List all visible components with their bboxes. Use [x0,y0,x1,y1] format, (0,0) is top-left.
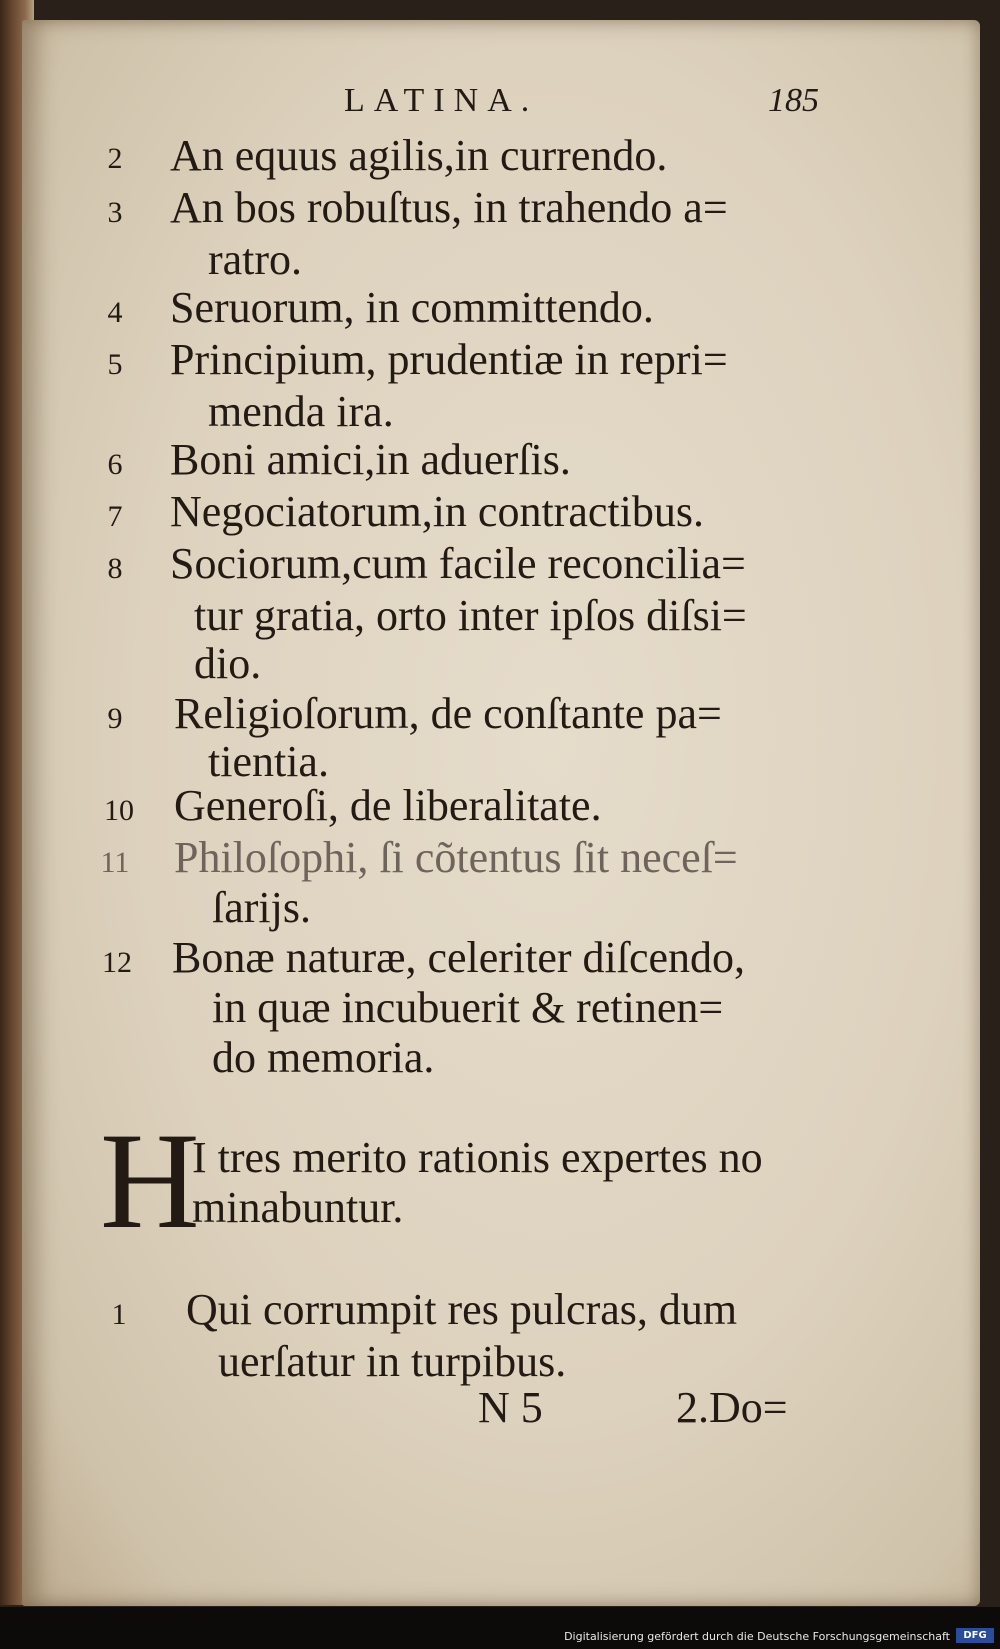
running-head-title: LATINA. [344,82,539,119]
entry-line: An bos robuſtus, in trahendo a= [170,183,728,232]
entry-line: Negociatorum,in contractibus. [170,487,704,536]
entry-number: 5 [107,348,123,381]
drop-cap: H [100,1104,200,1257]
entry-number: 3 [107,196,123,229]
entry-line: ſarijs. [212,883,311,932]
signature-mark: N 5 [478,1383,543,1432]
entry-line: in quæ incubuerit & retinen= [212,983,724,1032]
entry-line: do memoria. [212,1033,435,1082]
entry-line: Sociorum,cum facile reconcilia= [170,539,746,588]
paragraph-line: minabuntur. [192,1183,404,1232]
entry-line: dio. [194,639,262,688]
catchword: 2.Do= [676,1383,788,1432]
entry-line: Philoſophi, ſi cõtentus ſit neceſ= [174,833,738,882]
entry-line: Principium, prudentiæ in repri= [170,335,728,384]
footer-credit: Digitalisierung gefördert durch die Deutsche Forschungsgemeinschaft [564,1630,950,1643]
entry-number: 7 [107,500,123,533]
entry-number: 6 [107,448,123,481]
entry-number: 2 [107,142,123,175]
entry-line: menda ira. [208,387,394,436]
entry-line: tientia. [208,737,329,786]
entry-number: 4 [107,296,123,329]
entry-number: 9 [107,702,123,735]
entry-number: 11 [100,846,130,879]
entry-line: Religioſorum, de conſtante pa= [174,689,722,738]
entry-line: Qui corrumpit res pulcras, dum [186,1285,738,1334]
entry-line: uerſatur in turpibus. [218,1337,567,1386]
entry-number: 1 [111,1298,127,1331]
entry-line: ratro. [208,235,303,284]
entry-line: Seruorum, in committendo. [170,283,654,332]
paragraph-line: I tres merito rationis expertes no [192,1133,763,1182]
dfg-logo: DFG [956,1628,994,1643]
entry-line: Bonæ naturæ, celeriter diſcendo, [172,933,746,982]
entry-number: 12 [102,946,132,979]
book-page [22,20,980,1606]
entry-line: Generoſi, de liberalitate. [174,781,602,830]
entry-number: 10 [104,794,134,827]
entry-line: An equus agilis,in currendo. [170,131,668,180]
entry-line: Boni amici,in aduerſis. [170,435,571,484]
page-number: 185 [768,82,819,119]
entry-line: tur gratia, orto inter ipſos diſsi= [194,591,747,640]
entry-number: 8 [107,552,123,585]
